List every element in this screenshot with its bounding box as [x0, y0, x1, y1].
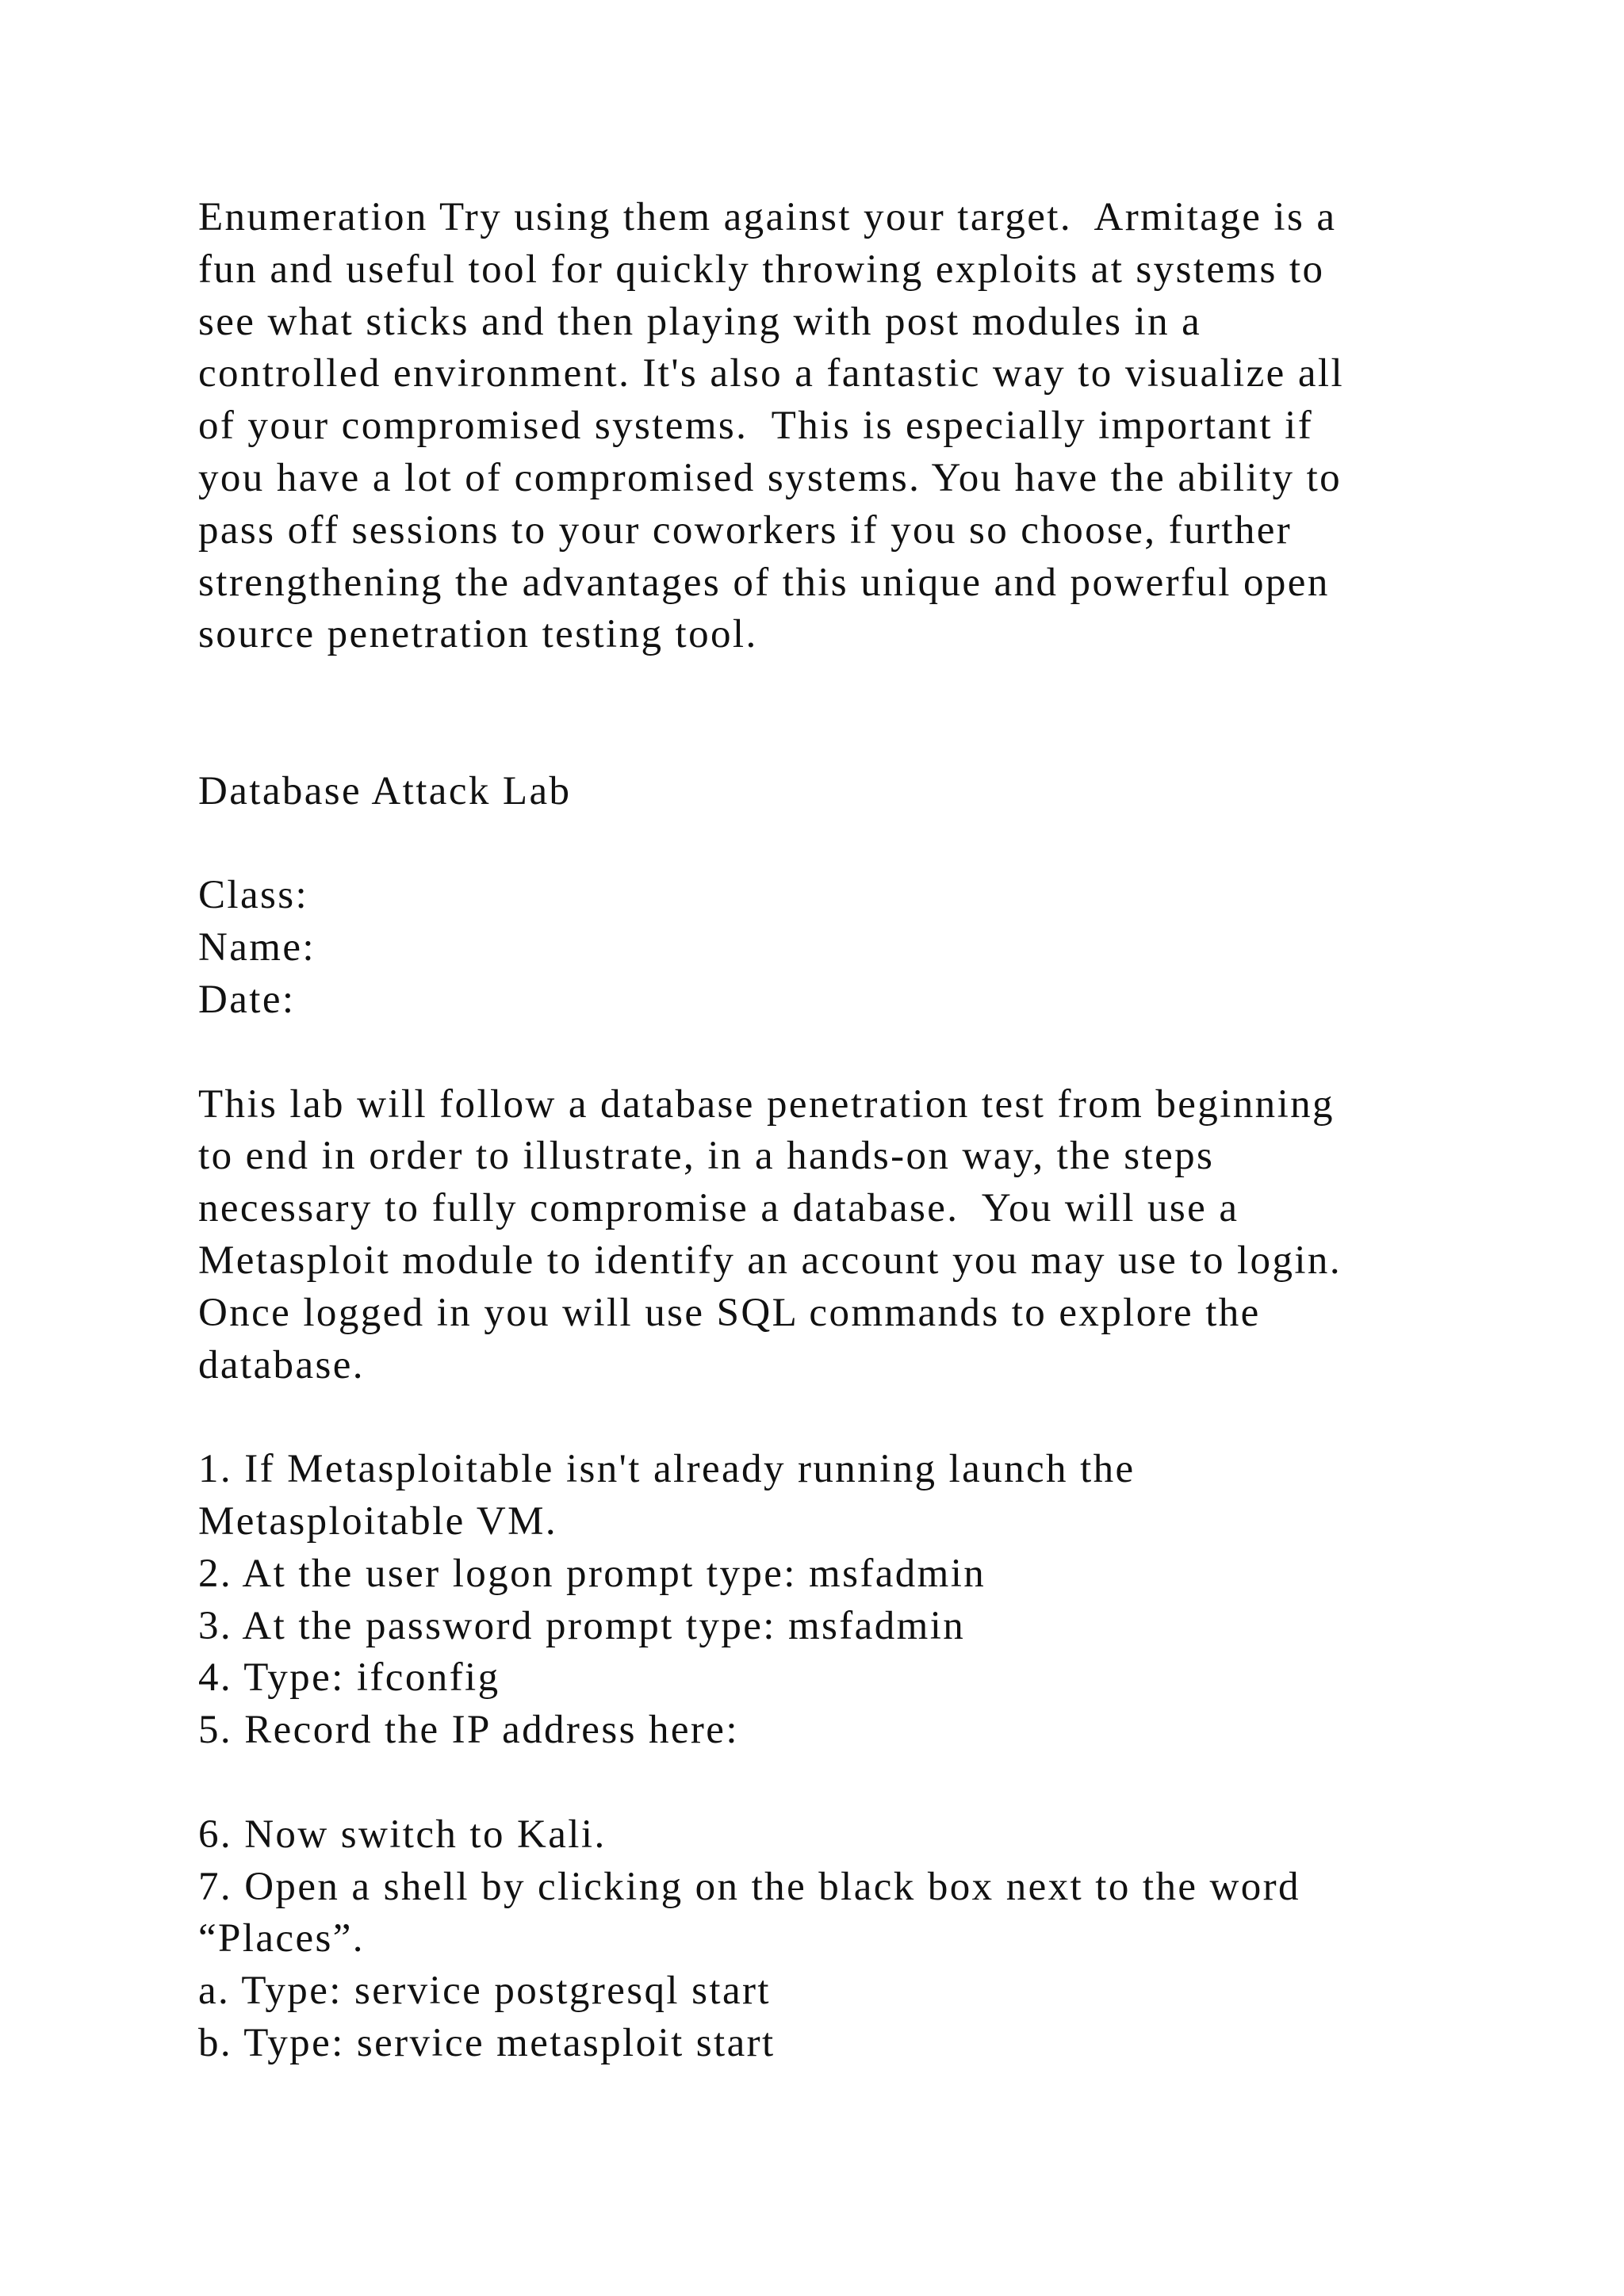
- step-item: Metasploitable VM.: [198, 1498, 558, 1544]
- spacer: [198, 1757, 1467, 1809]
- step-item: 2. At the user logon prompt type: msfadmin: [198, 1551, 986, 1596]
- step-item: 3. At the password prompt type: msfadmin: [198, 1603, 966, 1648]
- lab-fields: [198, 870, 1467, 1026]
- text-line: to end in order to illustrate, in a hands-on way, the steps: [198, 1134, 1215, 1179]
- step-item: a. Type: service postgresql start: [198, 1969, 771, 2014]
- step-item: b. Type: service metasploit start: [198, 2020, 776, 2065]
- text-line: controlled environment. It's also a fantastic way to visualize all: [198, 351, 1345, 396]
- document-body: [198, 192, 1467, 2070]
- spacer: [198, 661, 1467, 766]
- text-line: database.: [198, 1342, 365, 1387]
- class-field-label: Class:: [198, 873, 309, 918]
- text-line: Metasploit module to identify an account you may use to login.: [198, 1238, 1342, 1283]
- spacer: [198, 1391, 1467, 1444]
- text-line: Enumeration Try using them against your target. Armitage is a: [198, 195, 1337, 239]
- text-line: strengthening the advantages of this unique and powerful open: [198, 560, 1330, 605]
- text-line: Once logged in you will use SQL commands to explore the: [198, 1290, 1261, 1335]
- spacer: [198, 1027, 1467, 1079]
- text-line: pass off sessions to your coworkers if you so choose, further: [198, 507, 1293, 553]
- lab-description: [198, 1079, 1467, 1392]
- step-item: 4. Type: ifconfig: [198, 1655, 500, 1701]
- text-line: This lab will follow a database penetration test from beginning: [198, 1081, 1335, 1127]
- text-line: of your compromised systems. This is especially important if: [198, 404, 1314, 449]
- lab-title: Database Attack Lab: [198, 768, 572, 813]
- step-item: 5. Record the IP address here:: [198, 1708, 739, 1753]
- date-field-label: Date:: [198, 977, 296, 1022]
- name-field-label: Name:: [198, 925, 316, 970]
- step-item: 1. If Metasploitable isn't already running launch the: [198, 1447, 1136, 1492]
- text-line: source penetration testing tool.: [198, 612, 758, 657]
- step-item: 6. Now switch to Kali.: [198, 1812, 607, 1857]
- step-item: “Places”.: [198, 1916, 365, 1961]
- text-line: fun and useful tool for quickly throwing exploits at systems to: [198, 247, 1325, 292]
- steps-list-kali: [198, 1809, 1467, 2070]
- spacer: [198, 818, 1467, 871]
- intro-paragraph: [198, 192, 1467, 661]
- steps-list-metasploitable: [198, 1444, 1467, 1757]
- step-item: 7. Open a shell by clicking on the black box next to the word: [198, 1864, 1300, 1909]
- text-line: see what sticks and then playing with post modules in a: [198, 299, 1202, 344]
- text-line: necessary to fully compromise a database. You will use a: [198, 1186, 1239, 1231]
- text-line: you have a lot of compromised systems. You have the ability to: [198, 455, 1342, 500]
